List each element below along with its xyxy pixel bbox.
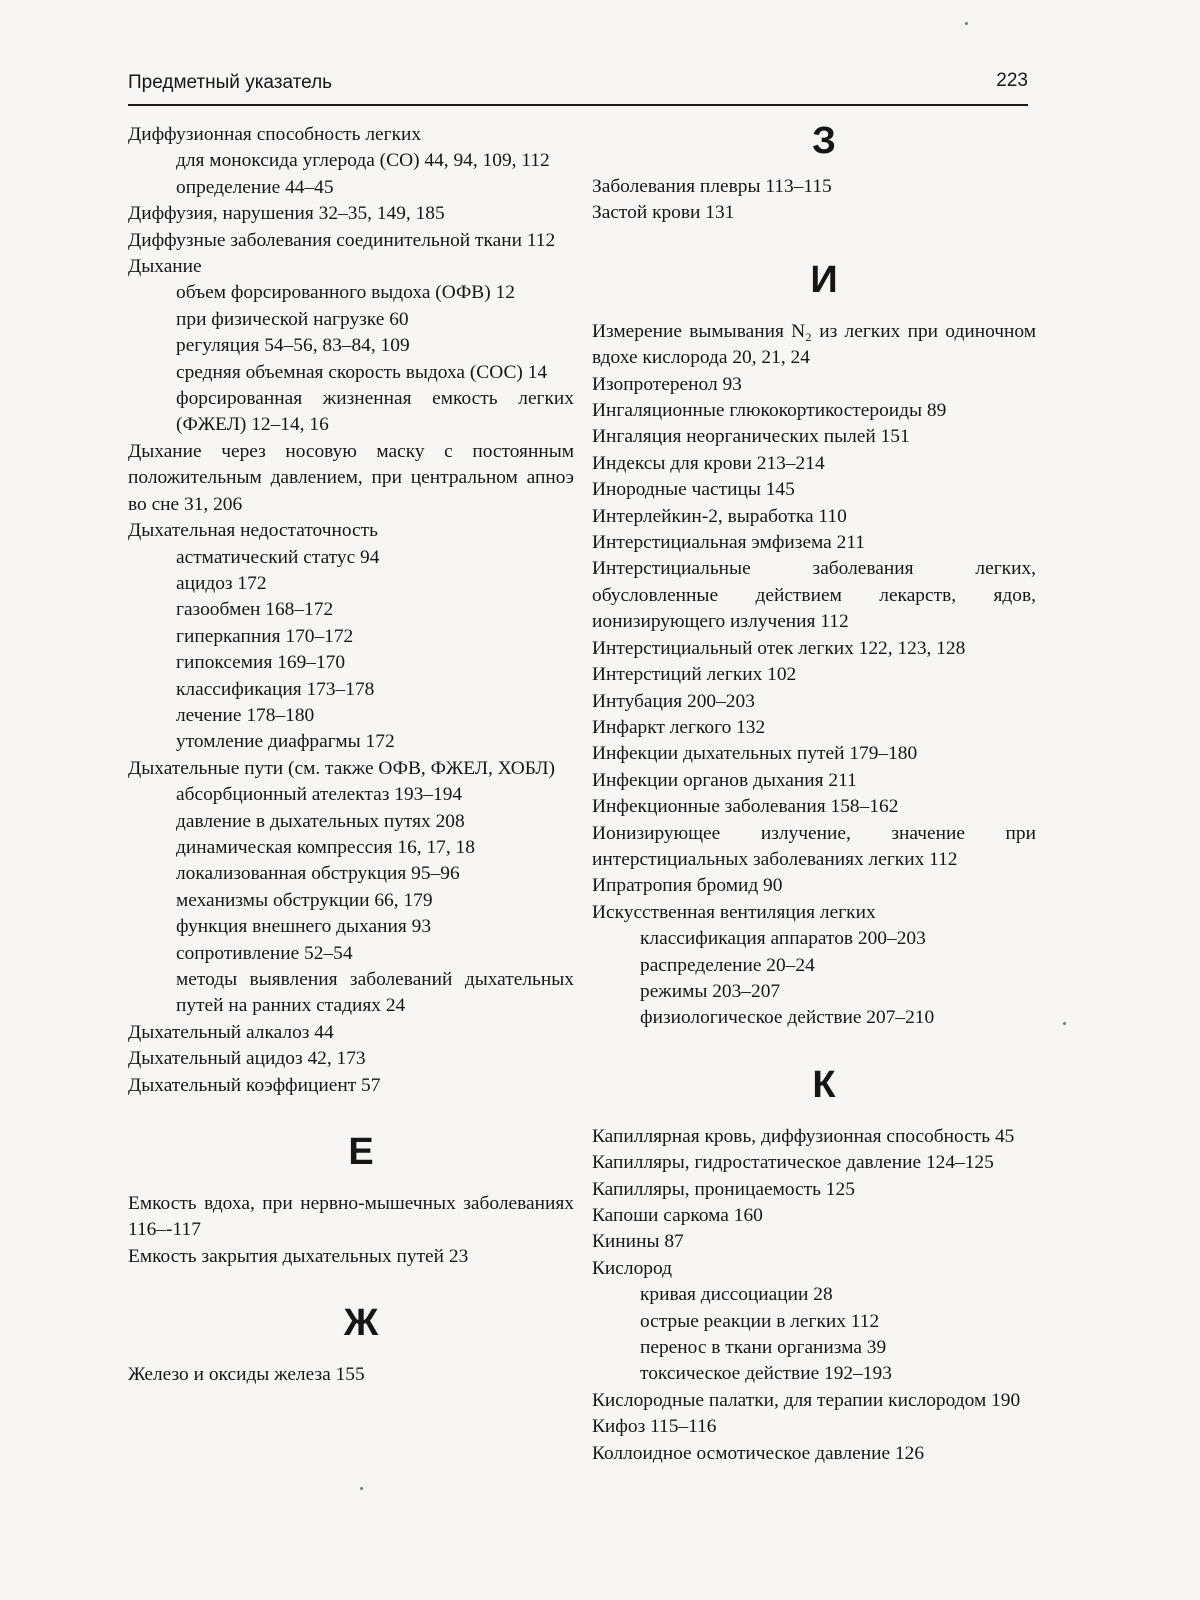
index-entry: Капиллярная кровь, диффузионная способность 45 <box>592 1125 1015 1147</box>
section-letter: Е <box>348 1131 374 1174</box>
index-entry: Интерлейкин-2, выработка 110 <box>592 505 847 527</box>
index-entry: Дыхание <box>128 256 202 278</box>
index-subentry: классификация аппаратов 200–203 <box>640 928 926 950</box>
index-subentry: ацидоз 172 <box>176 572 267 594</box>
index-subentry: форсированная жизненная емкость легких (ФЖЕЛ) 12–14, 16 <box>176 388 574 436</box>
index-entry: Инфаркт легкого 132 <box>592 716 766 738</box>
index-entry: Инфекции органов дыхания 211 <box>592 769 857 791</box>
index-entry: Ингаляционные глюкокортикостероиды 89 <box>592 400 947 422</box>
index-entry: Дыхательный ацидоз 42, 173 <box>128 1048 366 1070</box>
index-entry: Диффузионная способность легких <box>128 124 422 145</box>
index-entry: Измерение вымывания N₂ из легких при одиночном вдохе кислорода 20, 21, 24 <box>592 320 1036 369</box>
index-entry: Дыхательные пути (см. также ОФВ, ФЖЕЛ, ХОБЛ) <box>128 757 555 779</box>
index-entry: Кифоз 115–116 <box>592 1416 717 1438</box>
section-letter: И <box>810 258 838 301</box>
scan-speck <box>360 1487 363 1490</box>
index-subentry: сопротивление 52–54 <box>176 942 353 964</box>
index-entry: Железо и оксиды железа 155 <box>128 1364 365 1386</box>
index-subentry: утомление диафрагмы 172 <box>176 731 395 753</box>
section-letter: Ж <box>343 1302 379 1345</box>
index-entry: Изопротеренол 93 <box>592 373 742 395</box>
index-subentry: методы выявления заболеваний дыхательных путей на ранних стадиях 24 <box>176 969 574 1017</box>
scan-speck <box>965 22 968 25</box>
index-entry: Диффузия, нарушения 32–35, 149, 185 <box>128 203 445 225</box>
index-entry: Инфекции дыхательных путей 179–180 <box>592 743 918 765</box>
index-subentry: функция внешнего дыхания 93 <box>176 916 432 938</box>
index-subentry: режимы 203–207 <box>640 980 781 1002</box>
index-entry: Интубация 200–203 <box>592 690 755 712</box>
index-subentry: распределение 20–24 <box>640 954 815 976</box>
scan-speck <box>1063 1022 1066 1025</box>
index-subentry: для моноксида углерода (СО) 44, 94, 109, 112 <box>176 150 550 172</box>
page-number: 223 <box>996 70 1028 91</box>
index-entry: Интерстициальная эмфизема 211 <box>592 532 866 554</box>
index-subentry: кривая диссоциации 28 <box>640 1284 833 1306</box>
index-entry: Капилляры, проницаемость 125 <box>592 1178 855 1200</box>
index-subentry: перенос в ткани организма 39 <box>640 1337 887 1359</box>
index-entry: Емкость закрытия дыхательных путей 23 <box>128 1245 469 1267</box>
index-entry: Застой крови 131 <box>592 202 735 224</box>
index-subentry: объем форсированного выдоха (ОФВ) 12 <box>176 282 515 304</box>
index-subentry: средняя объемная скорость выдоха (СОС) 14 <box>176 361 548 383</box>
index-subentry: гипоксемия 169–170 <box>176 652 346 674</box>
index-entry: Индексы для крови 213–214 <box>592 452 825 474</box>
section-letter: К <box>812 1063 836 1106</box>
index-entry: Дыхательный коэффициент 57 <box>128 1074 381 1096</box>
section-letter: З <box>812 120 836 162</box>
index-entry: Кинины 87 <box>592 1231 684 1253</box>
index-entry: Кислородные палатки, для терапии кислородом 190 <box>592 1389 1021 1411</box>
index-subentry: газообмен 168–172 <box>176 599 334 621</box>
index-entry: Искусственная вентиляция легких <box>592 901 876 923</box>
index-entry: Интерстициальные заболевания легких, обусловленные действием лекарств, ядов, ионизирующего излучения 112 <box>592 558 1036 633</box>
index-subentry: токсическое действие 192–193 <box>640 1363 892 1385</box>
index-subentry: при физической нагрузке 60 <box>176 308 409 330</box>
index-entry: Капилляры, гидростатическое давление 124–125 <box>592 1152 994 1174</box>
index-entry: Ипратропия бромид 90 <box>592 875 783 897</box>
index-entry: Инфекционные заболевания 158–162 <box>592 796 899 818</box>
index-subentry: лечение 178–180 <box>176 704 315 726</box>
index-subentry: регуляция 54–56, 83–84, 109 <box>176 335 410 357</box>
running-title: Предметный указатель <box>128 72 333 93</box>
index-entry: Интерстициальный отек легких 122, 123, 128 <box>592 637 966 659</box>
index-subentry: механизмы обструкции 66, 179 <box>176 889 433 911</box>
index-entry: Капоши саркома 160 <box>592 1205 763 1226</box>
index-entry: Емкость вдоха, при нервно-мышечных заболеваниях 116–-117 <box>128 1193 574 1241</box>
index-subentry: локализованная обструкция 95–96 <box>176 863 460 885</box>
index-entry: Дыхательный алкалоз 44 <box>128 1021 334 1043</box>
index-entry: Ингаляция неорганических пылей 151 <box>592 426 910 448</box>
index-column-right <box>592 122 1036 1467</box>
index-subentry: динамическая компрессия 16, 17, 18 <box>176 836 475 858</box>
index-entry: Дыхательная недостаточность <box>128 520 378 542</box>
index-entry: Инородные частицы 145 <box>592 479 795 501</box>
index-subentry: астматический статус 94 <box>176 546 380 568</box>
index-entry: Ионизирующее излучение, значение при интерстициальных заболеваниях легких 112 <box>592 822 1036 870</box>
index-subentry: гиперкапния 170–172 <box>176 625 354 647</box>
index-subentry: классификация 173–178 <box>176 678 375 700</box>
index-entry: Диффузные заболевания соединительной ткани 112 <box>128 229 556 251</box>
index-entry: Дыхание через носовую маску с постоянным положительным давлением, при центральном апноэ во сне 31, 206 <box>128 440 574 515</box>
index-column-left <box>128 122 574 1389</box>
index-subentry: острые реакции в легких 112 <box>640 1310 880 1332</box>
page-header <box>128 70 1028 106</box>
index-subentry: физиологическое действие 207–210 <box>640 1007 935 1029</box>
index-entry: Коллоидное осмотическое давление 126 <box>592 1442 925 1464</box>
index-subentry: давление в дыхательных путях 208 <box>176 810 465 832</box>
index-entry: Заболевания плевры 113–115 <box>592 176 832 197</box>
index-entry: Кислород <box>592 1257 672 1279</box>
index-subentry: абсорбционный ателектаз 193–194 <box>176 784 463 806</box>
index-entry: Интерстиций легких 102 <box>592 664 797 686</box>
index-subentry: определение 44–45 <box>176 176 334 198</box>
